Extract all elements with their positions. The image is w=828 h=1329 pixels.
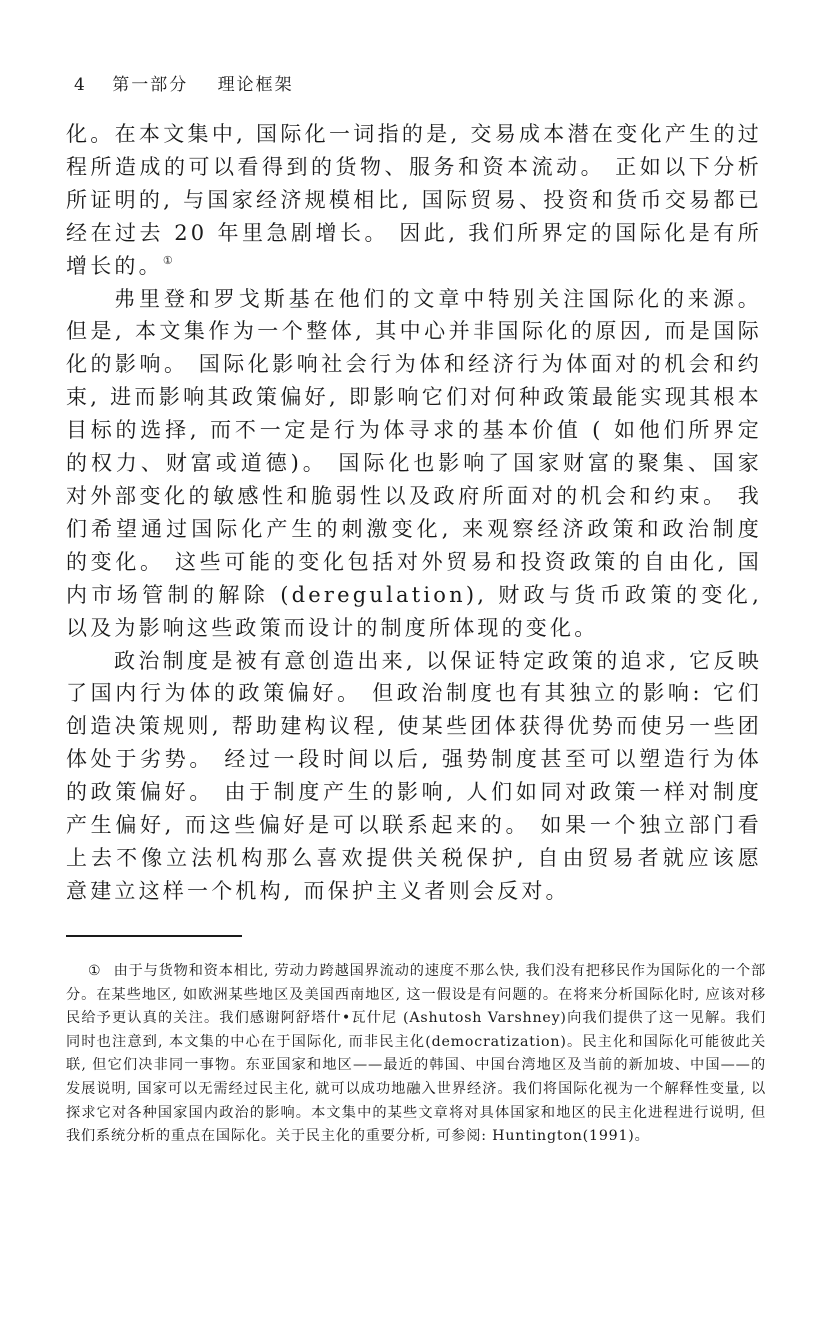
footnote-divider [66, 935, 242, 937]
paragraph-text: 化。在本文集中, 国际化一词指的是, 交易成本潜在变化产生的过程所造成的可以看得到的货物、服务和资本流动。 正如以下分析所证明的, 与国家经济规模相比, 国际贸易、投资和货币交易都已经在过去 20 年里急剧增长。 因此, 我们所界定的国际化是有所增长的。 [66, 122, 762, 278]
paragraph: 政治制度是被有意创造出来, 以保证特定政策的追求, 它反映了国内行为体的政策偏好。 但政治制度也有其独立的影响: 它们创造决策规则, 帮助建构议程, 使某些团体获得优势而使另一些团体处于劣势。 经过一段时间以后, 强势制度甚至可以塑造行为体的政策偏好。 由于制度产生的影响, 人们如同对政策一样对制度产生偏好, 而这些偏好是可以联系起来的。 如果一个独立部门看上去不像立法机构那么喜欢提供关税保护, 自由贸易者就应该愿意建立这样一个机构, 而保护主义者则会反对。 [66, 648, 762, 903]
footnote-marker: ① [88, 963, 102, 979]
body-text [66, 118, 762, 908]
page-number: 4 [74, 75, 87, 95]
paragraph: 弗里登和罗戈斯基在他们的文章中特别关注国际化的来源。 但是, 本文集作为一个整体, 其中心并非国际化的原因, 而是国际化的影响。 国际化影响社会行为体和经济行为体面对的机会和约束, 进而影响其政策偏好, 即影响它们对何种政策最能实现其根本目标的选择, 而不一定是行为体寻求的基本价值 ( 如他们所界定的权力、财富或道德)。 国际化也影响了国家财富的聚集、国家对外部变化的敏感性和脆弱性以及政府所面对的机会和约束。 我们希望通过国际化产生的刺激变化, 来观察经济政策和政治制度的变化。 这些可能的变化包括对外贸易和投资政策的自由化, 国内市场管制的解除 (deregulation), 财政与货币政策的变化, 以及为影响这些政策而设计的制度所体现的变化。 [66, 286, 762, 640]
footnote [66, 960, 766, 1149]
paragraph [66, 118, 762, 283]
footnote-text: 由于与货物和资本相比, 劳动力跨越国界流动的速度不那么快, 我们没有把移民作为国际化的一个部分。在某些地区, 如欧洲某些地区及美国西南地区, 这一假设是有问题的。在将来分析国际化时, 应该对移民给予更认真的关注。我们感谢阿舒塔什•瓦什尼 (Ashutosh Varshney)向我们提供了这一见解。我们同时也注意到, 本文集的中心在于国际化, 而非民主化(democratization)。民主化和国际化可能彼此关联, 但它们决非同一事物。东亚国家和地区——最近的韩国、中国台湾地区及当前的新加坡、中国——的发展说明, 国家可以无需经过民主化, 就可以成功地融入世界经济。我们将国际化视为一个解释性变量, 以探求它对各种国家国内政治的影响。本文集中的某些文章将对具体国家和地区的民主化进程进行说明, 但我们系统分析的重点在国际化。关于民主化的重要分析, 可参阅: Huntington(1991)。 [66, 963, 766, 1145]
running-header [74, 70, 294, 95]
footnote-reference[interactable]: ① [162, 253, 173, 267]
part-label: 第一部分 [112, 75, 189, 95]
part-title: 理论框架 [217, 75, 294, 95]
